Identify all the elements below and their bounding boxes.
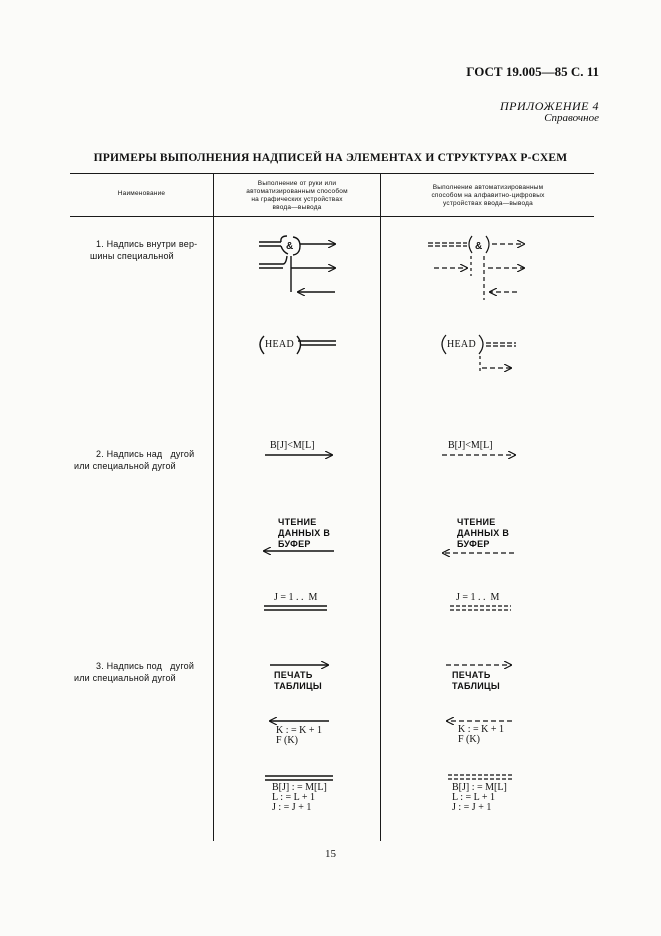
row-label-3-line: 3. Надпись под дугой <box>96 661 195 671</box>
assign-k-line: K : = K + 1 <box>276 725 323 736</box>
loop-label-manual: J = 1 . . M <box>274 592 318 603</box>
appendix-type: Справочное <box>544 112 599 124</box>
print-table-manual <box>274 670 322 692</box>
row-label-3-line: или специальной дугой <box>74 673 176 683</box>
print-table-line: ТАБЛИЦЫ <box>274 681 322 691</box>
column-header-auto-line: способом на алфавитно-цифровых <box>431 192 545 199</box>
read-buffer-auto <box>457 517 509 550</box>
and-symbol-manual: & <box>286 241 294 252</box>
read-buffer-line: ДАННЫХ В <box>278 528 331 538</box>
column-header-manual-line: автоматизированным способом <box>246 188 348 195</box>
read-buffer-line: БУФЕР <box>278 539 311 549</box>
assign-b-line: B[J] : = M[L] <box>452 782 507 793</box>
assign-k-auto <box>458 725 504 745</box>
read-buffer-line: БУФЕР <box>457 539 490 549</box>
arc-label-manual: B[J]<M[L] <box>270 440 315 451</box>
print-table-line: ПЕЧАТЬ <box>452 670 491 680</box>
read-buffer-line: ЧТЕНИЕ <box>278 517 317 527</box>
column-header-manual-line: ввода—вывода <box>272 204 322 211</box>
column-header-manual-line: на графических устройствах <box>251 196 343 203</box>
and-node-manual <box>259 236 335 292</box>
arc-label-auto: B[J]<M[L] <box>448 440 493 451</box>
assign-b-manual <box>272 783 327 813</box>
assign-b-line: J : = J + 1 <box>452 802 492 813</box>
read-buffer-manual <box>278 517 330 550</box>
loop-label-auto: J = 1 . . M <box>456 592 500 603</box>
row-label-2-line: 2. Надпись над дугой <box>96 449 195 459</box>
assign-b-line: L : = L + 1 <box>272 792 316 803</box>
row-label-1-line: шины специальной <box>90 251 174 261</box>
head-label-auto: HEAD <box>447 339 476 350</box>
assign-k-line: F (K) <box>276 735 298 746</box>
row-label-2-line: или специальной дугой <box>74 461 176 471</box>
assign-b-line: J : = J + 1 <box>272 802 312 813</box>
print-table-line: ТАБЛИЦЫ <box>452 681 500 691</box>
appendix-number: ПРИЛОЖЕНИЕ 4 <box>500 99 599 113</box>
read-buffer-line: ДАННЫХ В <box>457 528 510 538</box>
assign-k-manual <box>276 726 322 746</box>
assign-k-line: K : = K + 1 <box>458 724 505 735</box>
assign-k-line: F (K) <box>458 734 480 745</box>
column-header-auto-line: устройствах ввода—вывода <box>443 200 533 207</box>
column-header-auto-line: Выполнение автоматизированным <box>432 184 544 191</box>
print-table-line: ПЕЧАТЬ <box>274 670 313 680</box>
assign-b-line: L : = L + 1 <box>452 792 496 803</box>
read-buffer-line: ЧТЕНИЕ <box>457 517 496 527</box>
row-label-1-line: 1. Надпись внутри вер- <box>96 239 198 249</box>
table-title: ПРИМЕРЫ ВЫПОЛНЕНИЯ НАДПИСЕЙ НА ЭЛЕМЕНТАХ И СТРУКТУРАХ Р-СХЕМ <box>93 152 568 164</box>
page-number: 15 <box>325 848 336 860</box>
document-code: ГОСТ 19.005—85 С. 11 <box>466 64 599 79</box>
column-header-manual-line: Выполнение от руки или <box>257 180 337 187</box>
head-label-manual: HEAD <box>265 339 294 350</box>
print-table-auto <box>452 670 500 692</box>
and-symbol-auto: & <box>475 241 483 252</box>
assign-b-auto <box>452 783 507 813</box>
assign-b-line: B[J] : = M[L] <box>272 782 327 793</box>
column-header-name-text: Наименование <box>117 190 166 197</box>
